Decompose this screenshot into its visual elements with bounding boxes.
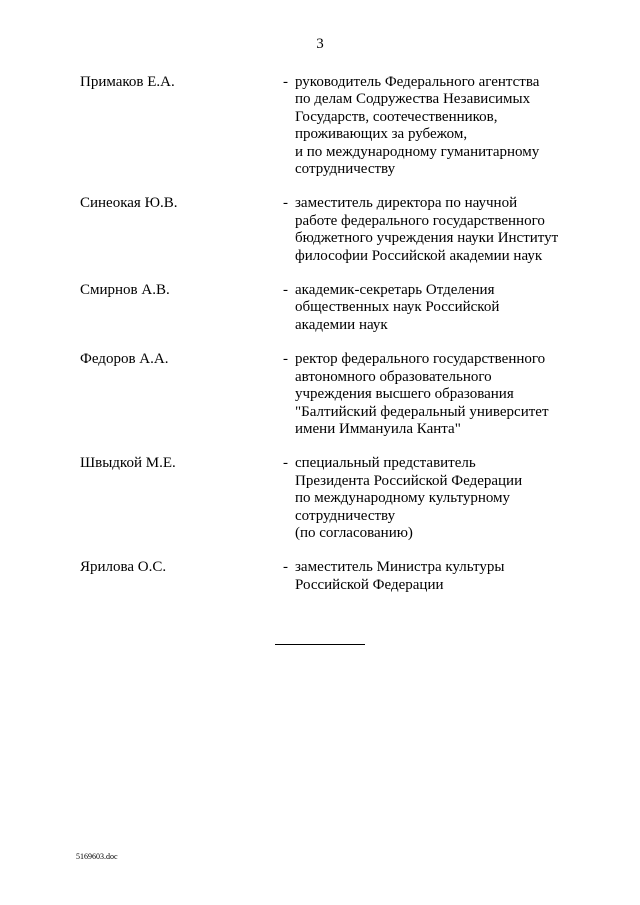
- document-reference: 5169603.doc: [76, 852, 118, 861]
- member-position: [295, 351, 580, 438]
- member-entry: [80, 351, 580, 438]
- member-entry: [80, 455, 580, 542]
- position-line: академик-секретарь Отделения: [295, 282, 495, 299]
- position-line: философии Российской академии наук: [295, 247, 543, 264]
- member-entry: [80, 195, 580, 265]
- position-line: по делам Содружества Независимых: [295, 91, 531, 108]
- entry-dash: -: [283, 74, 288, 90]
- position-line: (по согласованию): [295, 524, 413, 541]
- position-line: Президента Российской Федерации: [295, 472, 523, 489]
- position-line: автономного образовательного: [295, 368, 492, 385]
- member-name: Примаков Е.А.: [80, 74, 175, 90]
- entry-dash: -: [283, 455, 288, 472]
- position-line: имени Иммануила Канта": [295, 420, 461, 437]
- position-line: работе федерального государственного: [295, 212, 545, 229]
- entry-dash: -: [283, 195, 288, 212]
- member-position: [295, 455, 580, 542]
- position-line: бюджетного учреждения науки Институт: [295, 230, 559, 247]
- member-name: Синеокая Ю.В.: [80, 195, 178, 212]
- entry-dash: -: [283, 351, 288, 368]
- position-line: Государств, соотечественников,: [295, 108, 498, 125]
- position-line: академии наук: [295, 316, 388, 333]
- position-line: общественных наук Российской: [295, 299, 500, 316]
- position-line: Российской Федерации: [295, 576, 444, 593]
- position-line: "Балтийский федеральный университет: [295, 403, 549, 420]
- member-name: Федоров А.А.: [80, 351, 169, 368]
- member-entry: [80, 74, 580, 178]
- entry-dash: -: [283, 559, 288, 576]
- member-name: Смирнов А.В.: [80, 282, 170, 299]
- position-line: сотрудничеству: [295, 161, 396, 178]
- member-list: [80, 74, 580, 611]
- position-line: заместитель директора по научной: [295, 195, 518, 212]
- member-name: Швыдкой М.Е.: [80, 455, 176, 472]
- member-position: [295, 74, 580, 178]
- member-entry: [80, 559, 580, 594]
- end-separator-line: [275, 644, 365, 645]
- member-entry: [80, 282, 580, 334]
- position-line: по международному культурному: [295, 490, 511, 507]
- position-line: специальный представитель: [295, 455, 476, 472]
- member-position: [295, 559, 580, 594]
- position-line: учреждения высшего образования: [295, 386, 514, 403]
- member-name: Ярилова О.С.: [80, 559, 167, 576]
- member-position: [295, 195, 580, 265]
- entry-dash: -: [283, 282, 288, 299]
- position-line: проживающих за рубежом,: [295, 126, 468, 143]
- position-line: заместитель Министра культуры: [295, 559, 505, 576]
- position-line: руководитель Федерального агентства: [295, 74, 540, 90]
- position-line: ректор федерального государственного: [295, 351, 546, 368]
- position-line: сотрудничеству: [295, 507, 396, 524]
- page-number: 3: [316, 36, 324, 52]
- member-position: [295, 282, 580, 334]
- position-line: и по международному гуманитарному: [295, 143, 540, 160]
